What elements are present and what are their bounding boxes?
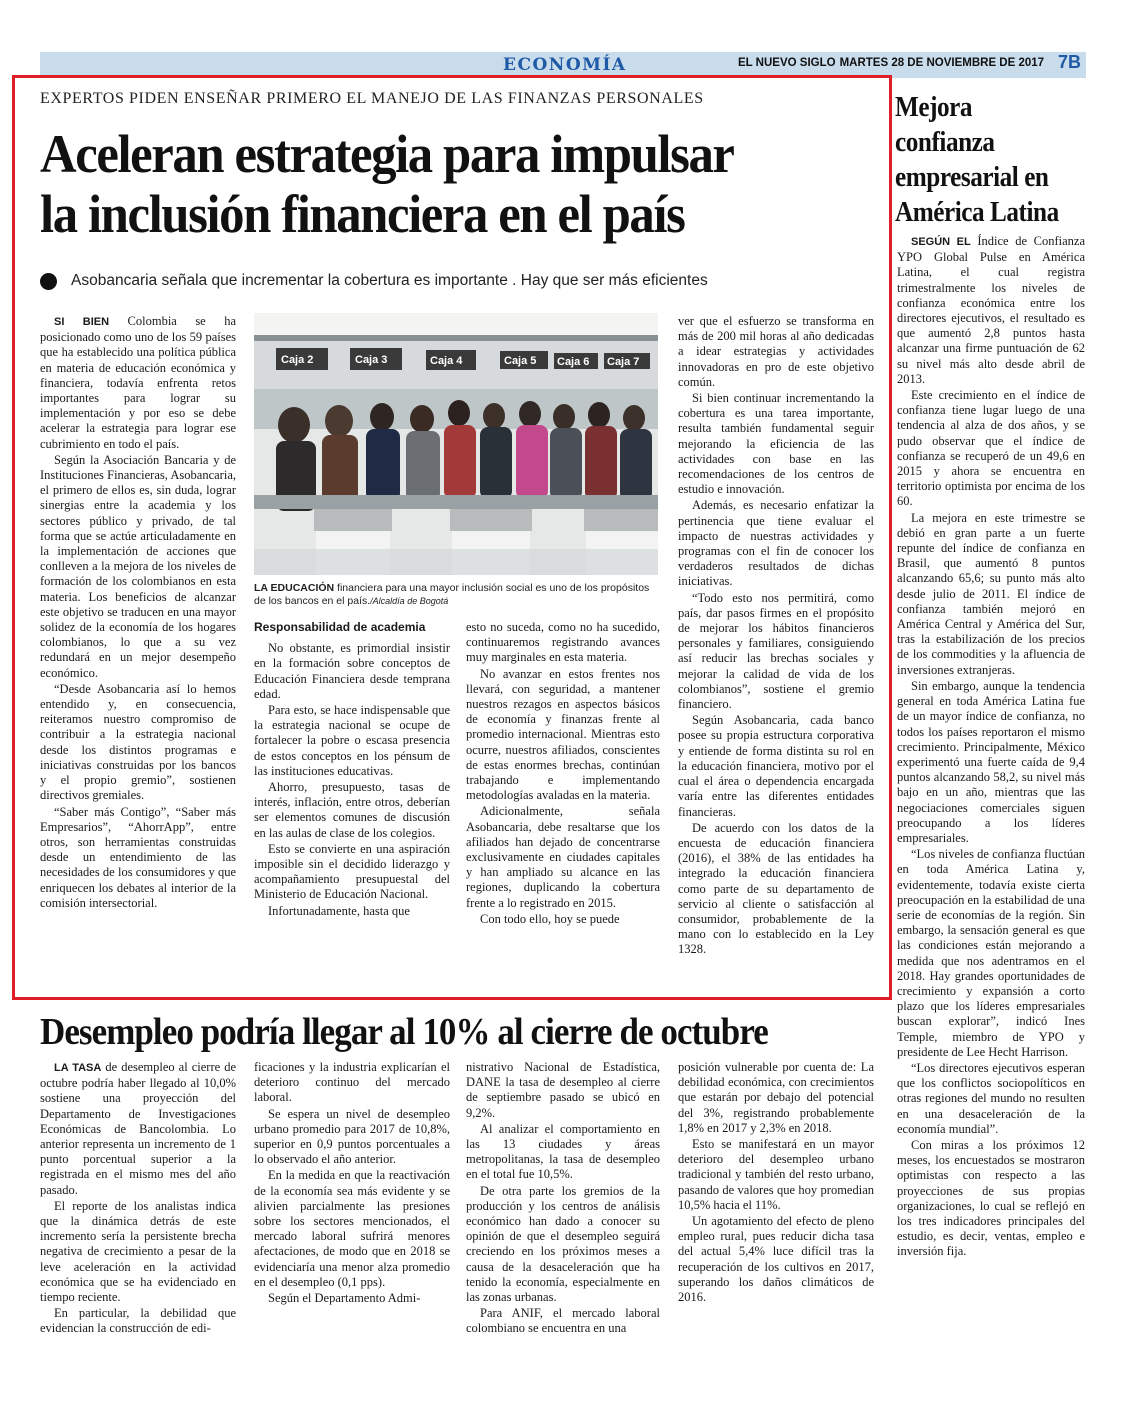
main-col1-p3: “Desde Asobancaria así lo hemos entendido y, en consecuencia, reiteramos nuestro compromiso de contribuir a la estrategia nacional desde los distintos programas e iniciativas construidas por los bancos y el propio gremio”, sostienen directivos gremiales. xyxy=(40,681,236,803)
second-col1-p3: En particular, la debilidad que evidencian la construcción de edi- xyxy=(40,1306,236,1336)
main-col4-p1: ver que el esfuerzo se transforma en más de 200 mil horas al año dedicadas a idear estrategias y actividades innovadoras en pro de este objetivo común. xyxy=(678,314,874,389)
second-col3-p4: Para ANIF, el mercado laboral colombiano se encuentra en una xyxy=(466,1306,660,1336)
caption-credit: /Alcaldía de Bogotá xyxy=(370,596,449,606)
caja-5-label: Caja 5 xyxy=(504,355,537,367)
second-col2-p1: ficaciones y la industria explicarían el deterioro continuo del mercado laboral. xyxy=(254,1060,450,1105)
second-column-4 xyxy=(678,1060,874,1350)
newspaper-name: EL NUEVO SIGLO xyxy=(738,57,836,69)
second-col3-p2: Al analizar el comportamiento en las 13 ciudades y áreas metropolitanas, la tasa de desempleo en el total fue 10,5%. xyxy=(466,1121,660,1182)
main-col2-p1: No obstante, es primordial insistir en la formación sobre conceptos de Educación Financiera desde temprana edad. xyxy=(254,641,450,701)
main-col2-p2: Para esto, se hace indispensable que la estrategia nacional se ocupe de fortalecer la pobre o escasa presencia de estos conceptos en los pénsum de las instituciones educativas. xyxy=(254,703,450,778)
side-p5: “Los niveles de confianza fluctúan en toda América Latina y, evidentemente, todavía existe cierta preocupación en la estabilidad de una serie de economías de la región. Sin embargo, la sensación general es que las condiciones están mejorando a medida que nos adentramos en el 2018. Hay grandes oportunidades de crecimiento y expansión a corto plazo que los líderes empresariales buscan explorar”, indicó Ines Temple, miembro de YPO y presidente de Lee Hecht Harrison. xyxy=(897,847,1085,1059)
main-lead-in: SI BIEN xyxy=(54,316,110,328)
main-col1-p4: “Saber más Contigo”, “Saber más Empresarios”, “AhorrApp”, entre otros, son herramientas construidas desde un entendimiento de las necesidades de los consumidores y que enriquecen los debates al interior de la comisión intersectorial. xyxy=(40,804,236,910)
main-col3-p4: Con todo ello, hoy se puede xyxy=(480,911,620,926)
main-col4-p2: Si bien continuar incrementando la cobertura es una tarea importante, resulta también fundamental seguir mejorando la eficiencia de las actividades con base en las recomendaciones de los centros de estudio e innovación. xyxy=(678,391,874,497)
page-number: 7B xyxy=(1058,52,1082,72)
main-subhead: Responsabilidad de academia xyxy=(254,620,426,634)
side-p3: La mejora en este trimestre se debió en gran parte a un fuerte repunte del índice de confianza en Brasil, que aumentó 8 puntos alcanzando 65,6; su punto más alto desde julio de 2011. El índice de confianza también mejoró en América Central y América del Sur, tras la estabilización de los precios de los commodities y la afluencia de inversiones extranjeras. xyxy=(897,510,1085,677)
highlight-frame xyxy=(12,75,892,1000)
main-col4-p5: Según Asobancaria, cada banco posee su propia estructura corporativa y entiende de forma distinta su rol en la educación financiera, motivo por el cual el área o dependencia encargada varía entre las diferentes entidades financieras. xyxy=(678,713,874,819)
caja-3-label: Caja 3 xyxy=(355,354,388,366)
second-column-2 xyxy=(254,1060,450,1350)
publication-info xyxy=(738,57,1048,69)
second-column-1 xyxy=(40,1060,236,1350)
side-headline: Mejora confianza empresarial en América Latina xyxy=(895,92,1059,228)
main-col4-p6: De acuerdo con los datos de la encuesta de educación financiera (2016), el 38% de las entidades ha integrado la educación financiera como parte de su departamento de servicio al cliente o satisfacción al consumidor, probablemente de la mano con lo establecido en la Ley 1328. xyxy=(678,820,874,957)
second-col1-p2: El reporte de los analistas indica que la dinámica detrás de este incremento sería la persistente brecha negativa de crecimiento a pesar de la leve aceleración en la actividad económica que se ha evidenciado en tiempo reciente. xyxy=(40,1198,236,1305)
caja-7-label: Caja 7 xyxy=(607,356,640,368)
second-col3-p3: De otra parte los gremios de la producción y los centros de análisis económico han dado a conocer su opinión de que el desempleo seguirá creciendo en los próximos meses a causa de la desaceleración que ha tenido la economía, especialmente en las zonas urbanas. xyxy=(466,1183,660,1305)
side-lead-in: SEGÚN EL xyxy=(911,236,971,248)
second-col4-p2: Esto se manifestará en un mayor deterioro del desempleo urbano tradicional y también del resto urbano, pasando de valores que hoy promedian 10,5% hacia el 11%. xyxy=(678,1137,874,1212)
main-headline-line1: Aceleran estrategia para impulsar xyxy=(40,124,734,184)
side-p6: “Los directores ejecutivos esperan que los conflictos sociopolíticos en otras regiones del mundo no resulten en una desaceleración de la economía mundial”. xyxy=(897,1060,1085,1136)
main-col3-p2: No avanzar en estos frentes nos llevará, con seguridad, a mantener nuestros rezagos en aspectos básicos de economía y finanzas frente al promedio internacional. Mientras esto ocurre, nuestros afiliados, conscientes de estas enormes brechas, continúan trabajando e implementando metodologías avaladas en la materia. xyxy=(466,666,660,803)
second-col4-p3: Un agotamiento del efecto de pleno empleo rural, pues reducir dicha tasa del actual 5,4% luce difícil tras la recuperación de los cultivos en 2017, superando los daños climáticos de 2016. xyxy=(678,1214,874,1305)
second-col1-p1: de desempleo al cierre de octubre podría haber llegado al 10,0% sostiene una proyección del Departamento de Investigaciones Económicas de Bancolombia. Lo anterior representa un incremento de 1 punto porcentual superior a la registrada en el mismo mes del año pasado. xyxy=(40,1060,236,1197)
second-col2-p3: En la medida en que la reactivación de la economía sea más evidente y se alivien parcialmente las presiones sobre los sectores mencionados, el mercado laboral sufrirá menores afectaciones, de modo que en 2018 se evidenciaría una menor alza promedio en el desempleo (0,1 pps). xyxy=(254,1168,450,1289)
issue-date: MARTES 28 DE NOVIEMBRE DE 2017 xyxy=(839,57,1045,69)
main-col3-p1: esto no suceda, como no ha sucedido, continuaremos registrando avances muy marginales en esta materia. xyxy=(466,620,660,665)
second-col2-p2: Se espera un nivel de desempleo urbano promedio para 2017 de 10,8%, superior en 0,9 puntos porcentuales a lo observado el año anterior. xyxy=(254,1106,450,1167)
main-col1-p1: Colombia se ha posicionado como uno de los 59 países que ha establecido una política pública en materia de educación económica y financiera, todavía enfrenta retos importantes para lograr su implementación y por eso se debe acelerar la estrategia para lograr ese cubrimiento en todo el país. xyxy=(40,314,236,451)
main-col2-p5: Infortunadamente, hasta que xyxy=(268,903,410,918)
main-col2-p4: Esto se convierte en una aspiración imposible sin el decidido liderazgo y acompañamiento presupuestal del Ministerio de Educación Nacional. xyxy=(254,841,450,902)
side-p1: Índice de Confianza YPO Global Pulse en América Latina, el cual registra trimestralmente los niveles de confianza económica entre los directores ejecutivos, el resultado es que aumentó 2,8 puntos hasta alcanzar una firme puntuación de 62 su nivel más alto desde abril de 2013. xyxy=(897,234,1085,386)
caption-lead: LA EDUCACIÓN xyxy=(254,582,335,594)
caja-6-label: Caja 6 xyxy=(557,356,590,368)
caja-4-label: Caja 4 xyxy=(430,355,463,367)
second-headline: Desempleo podría llegar al 10% al cierre de octubre xyxy=(40,1011,768,1053)
side-p4: Sin embargo, aunque la tendencia general en toda América Latina fue de un mayor índice de confianza, no todos los países reportaron el mismo crecimiento. Principalmente, México experimentó una fuerte caída de 9,4 puntos alcanzando 58,2, su nivel más bajo en un año, mientras que las negociaciones comerciales siguen preocupando a los líderes empresariales. xyxy=(897,678,1085,845)
side-column xyxy=(897,234,1085,1354)
second-col4-p1: posición vulnerable por cuenta de: La debilidad económica, con crecimientos que estarán por debajo del potencial del 3%, registrando probablemente 1,8% en 2017 y 2,3% en 2018. xyxy=(678,1060,874,1135)
side-p7: Con miras a los próximos 12 meses, los encuestados se mostraron optimistas con respecto a las proyecciones de sus propias organizaciones, lo cual se reflejó en los tres indicadores principales del estudio, es decir, ventas, empleo e inversión fija. xyxy=(897,1137,1085,1259)
main-col2-p3: Ahorro, presupuesto, tasas de interés, inflación, entre otros, deberían ser elementos comunes de discusión en las aulas de clase de los colegios. xyxy=(254,780,450,840)
caja-2-label: Caja 2 xyxy=(281,354,314,366)
second-col2-p4: Según el Departamento Admi- xyxy=(268,1291,421,1306)
main-headline-line2: la inclusión financiera en el país xyxy=(40,184,685,244)
main-kicker: EXPERTOS PIDEN ENSEÑAR PRIMERO EL MANEJO DE LAS FINANZAS PERSONALES xyxy=(40,90,704,107)
section-name: ECONOMÍA xyxy=(503,55,627,75)
second-lead-in: LA TASA xyxy=(54,1062,102,1074)
side-p2: Este crecimiento en el índice de confianza tiene lugar luego de una tendencia al alza de dos años, y se pudo observar que el índice de confianza se recuperó de un 49,6 en 2015 y ahora se encuentra en territorio optimista por encima de los 60. xyxy=(897,388,1085,509)
main-col1-p2: Según la Asociación Bancaria y de Instituciones Financieras, Asobancaria, el primero de ellos es, sin duda, lograr sinergias entre la academia y los sectores público y privado, de tal forma que se actúe articuladamente en la implementación de acciones que conlleven a la mejora de los niveles de formación de los colombianos en esta materia. Los beneficios de alcanzar este objetivo se traducen en una mayor solidez de la economía de los hogares colombianos, lo que a su vez redundará en un mejor desempeño económico. xyxy=(40,452,236,680)
main-col3-p3: Adicionalmente, señala Asobancaria, debe resaltarse que los afiliados han dejado de concentrarse exclusivamente en ciudades capitales y han ampliado su alcance en las regiones, duplicando la cobertura frente a lo registrado en 2015. xyxy=(466,804,660,910)
second-column-3 xyxy=(466,1060,660,1350)
caption-text: financiera para una mayor inclusión social es uno de los propósitos de los bancos en el país. xyxy=(254,582,650,607)
main-col4-p3: Además, es necesario enfatizar la pertinencia que tiene evaluar el impacto de nuestras actividades y programas con el fin de conocer los verdaderos resultados de dichas iniciativas. xyxy=(678,498,874,589)
main-col4-p4: “Todo esto nos permitirá, como país, dar pasos firmes en el propósito de mejorar los hábitos financieros personales y familiares, consiguiendo así reducir las brechas sociales y mejorar la calidad de vida de los colombianos”, sostiene el gremio financiero. xyxy=(678,590,874,712)
main-deck-text: Asobancaria señala que incrementar la cobertura es importante . Hay que ser más eficientes xyxy=(71,272,708,289)
second-col3-p1: nistrativo Nacional de Estadística, DANE la tasa de desempleo al cierre de septiembre pasado se ubicó en 9,2%. xyxy=(466,1060,660,1120)
